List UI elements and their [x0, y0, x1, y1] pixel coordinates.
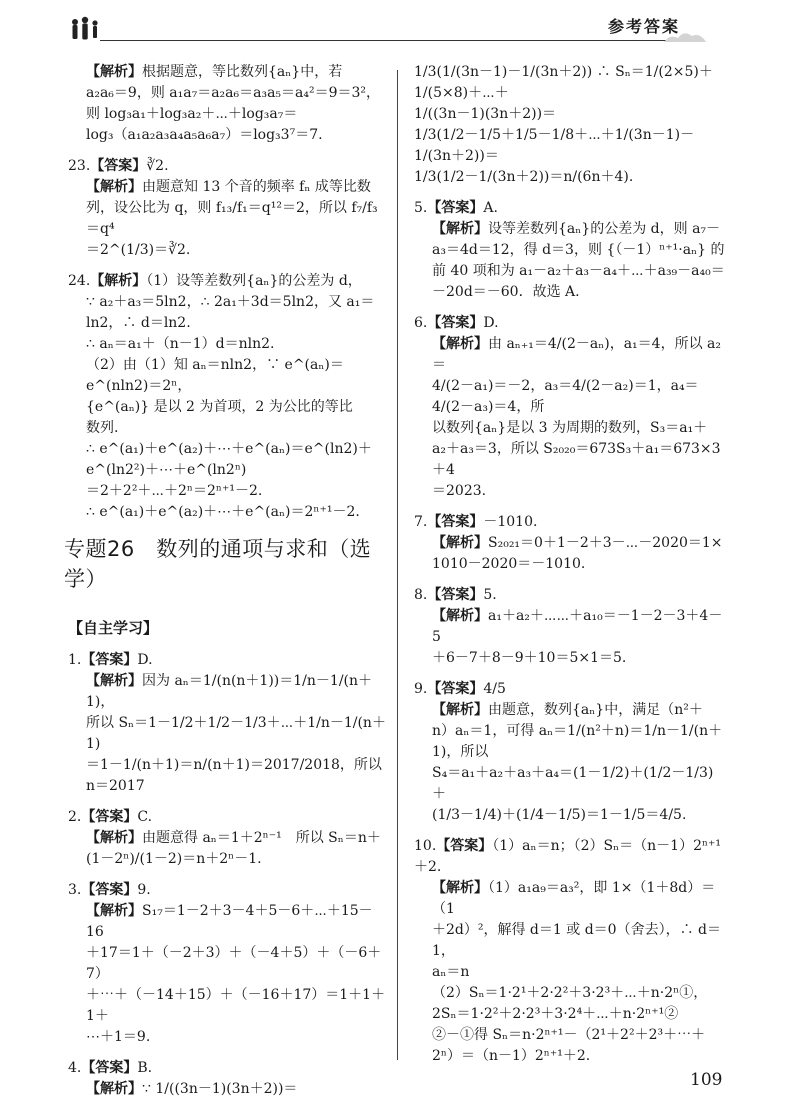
text-line: a₂＋a₃＝3，所以 S₂₀₂₀＝673S₃＋a₁＝673×3＋4 [432, 441, 721, 478]
text-line: 【解析】S₂₀₂₁＝0＋1－2＋3－⋯－2020＝1× [432, 535, 723, 551]
text-line: 【解析】a₁＋a₂＋⋯⋯＋a₁₀＝－1－2－3＋4－5 [432, 608, 723, 645]
text-line: ＝2023. [432, 483, 487, 499]
text-line: 1010－2020＝－1010. [432, 556, 586, 572]
label-tag: 【解析】 [90, 273, 147, 289]
label-tag: 【答案】 [427, 514, 484, 530]
label-tag: 【解析】 [432, 702, 488, 718]
text-line: 则 log₃a₁＋log₃a₂＋⋯＋log₃a₇＝ [86, 106, 298, 122]
answer-line: 9.【答案】4/5 [414, 681, 506, 697]
text-line: 1/((3n－1)(3n＋2))＝ [414, 106, 557, 122]
text-line: 【解析】S₁₇＝1－2＋3－4＋5－6＋⋯＋15－16 [86, 903, 373, 940]
text-line: (1－2ⁿ)/(1－2)＝n＋2ⁿ－1. [86, 851, 262, 867]
label-tag: 【解析】 [432, 608, 488, 624]
label-tag: 【解析】 [86, 1081, 142, 1097]
label-tag: 【答案】 [427, 681, 484, 697]
text-line: 2ⁿ）＝（n－1）2ⁿ⁺¹＋2. [432, 1048, 591, 1064]
label-tag: 【答案】 [427, 200, 484, 216]
text-line: ＋⋯＋（－14＋15）＋（－16＋17）＝1＋1＋1＋ [86, 987, 386, 1024]
text-line: ∴ e^(a₁)＋e^(a₂)＋⋯＋e^(aₙ)＝2ⁿ⁺¹－2. [86, 504, 360, 520]
label-tag: 【答案】 [90, 158, 147, 174]
text-line: ln2，∴ d＝ln2. [86, 315, 191, 331]
label-tag: 【解析】 [432, 535, 488, 551]
text-line: ∴ e^(a₁)＋e^(a₂)＋⋯＋e^(aₙ)＝e^(ln2)＋e^(ln2²)＋⋯＋e^(ln2ⁿ) [86, 441, 372, 478]
right-column [414, 62, 726, 1077]
text-line: 所以 Sₙ＝1－1/2＋1/2－1/3＋⋯＋1/n－1/(n＋1) [86, 715, 386, 752]
text-line: （2）由（1）知 aₙ＝nln2，∵ e^(aₙ)＝e^(nln2)＝2ⁿ， [86, 357, 344, 394]
section-subtitle: 【自主学习】 [68, 619, 159, 637]
text-line: 以数列{aₙ}是以 3 为周期的数列，S₃＝a₁＋ [432, 420, 708, 436]
cloud-decoration-icon [662, 30, 708, 44]
label-tag: 【解析】 [432, 336, 488, 352]
text-line: ②－①得 Sₙ＝n·2ⁿ⁺¹－（2¹＋2²＋2³＋⋯＋ [432, 1027, 706, 1043]
text-line: ∴ aₙ＝a₁＋（n－1）d＝nln2. [86, 336, 275, 352]
text-line: 数列. [86, 420, 119, 436]
text-line: a₂a₆＝9，则 a₁a₇＝a₂a₆＝a₃a₅＝a₄²＝9＝3²， [86, 85, 381, 101]
answer-line: 2.【答案】C. [68, 809, 153, 825]
label-tag: 【解析】 [86, 830, 142, 846]
text-line: 【解析】由题意，数列{aₙ}中，满足（n²＋ [432, 702, 703, 718]
header-rule [100, 40, 700, 41]
text-line: 列，设公比为 q，则 f₁₃/f₁＝q¹²＝2，所以 f₇/f₃＝q⁴ [86, 200, 378, 237]
label-tag: 【答案】 [81, 652, 138, 668]
text-line: 前 40 项和为 a₁－a₂＋a₃－a₄＋⋯＋a₃₉－a₄₀＝ [432, 263, 725, 279]
text-line: 【解析】因为 aₙ＝1/(n(n＋1))＝1/n－1/(n＋1)， [86, 673, 373, 710]
answer-line: 6.【答案】D. [414, 315, 499, 331]
text-line: 【解析】由题意知 13 个音的频率 fₙ 成等比数 [86, 179, 371, 195]
answer-line: 7.【答案】－1010. [414, 514, 538, 530]
section-title: 专题26 数列的通项与求和（选学） [64, 537, 372, 591]
text-line: ＋6－7＋8－9＋10＝5×1＝5. [432, 650, 627, 666]
text-line: 4/(2－a₁)＝－2，a₃＝4/(2－a₂)＝1，a₄＝4/(2－a₃)＝4，所 [432, 378, 699, 415]
answer-line: 1.【答案】D. [68, 652, 153, 668]
answer-line: 5.【答案】A. [414, 200, 498, 216]
label-tag: 【答案】 [427, 587, 484, 603]
text-line: ＋2d）²，解得 d＝1 或 d＝0（舍去），∴ d＝1， [432, 922, 721, 959]
text-line: 【解析】设等差数列{aₙ}的公差为 d，则 a₇－ [432, 221, 721, 237]
label-tag: 【解析】 [86, 64, 142, 80]
label-tag: 【答案】 [436, 838, 493, 854]
left-column [64, 62, 390, 1110]
text-line: ＝1－1/(n＋1)＝n/(n＋1)＝2017/2018，所以 n＝2017 [86, 757, 382, 794]
text-line: －20d＝－60．故选 A. [432, 284, 580, 300]
text-line: S₄＝a₁＋a₂＋a₃＋a₄＝(1－1/2)＋(1/2－1/3)＋ [432, 765, 714, 802]
text-line: ＝2^(1/3)＝∛2. [86, 242, 191, 258]
answer-line: 8.【答案】5. [414, 587, 497, 603]
text-line: 【解析】（1）a₁a₉＝a₃²，即 1×（1＋8d）＝（1 [432, 880, 716, 917]
answer-line: 10.【答案】（1）aₙ＝n；（2）Sₙ＝（n－1）2ⁿ⁺¹＋2. [414, 838, 722, 875]
text-line: 1/3(1/(3n－1)－1/(3n＋2)) ∴ Sₙ＝1/(2×5)＋1/(5×8)＋⋯＋ [414, 64, 713, 101]
header-title: 参考答案 [608, 17, 681, 36]
label-tag: 【解析】 [432, 221, 488, 237]
text-line: 2Sₙ＝1·2²＋2·2³＋3·2⁴＋⋯＋n·2ⁿ⁺¹② [432, 1006, 679, 1022]
label-tag: 【解析】 [86, 179, 142, 195]
text-line: 【解析】由 aₙ₊₁＝4/(2－aₙ)，a₁＝4，所以 a₂＝ [432, 336, 721, 373]
text-line: n）aₙ＝1，可得 aₙ＝1/(n²＋n)＝1/n－1/(n＋1)，所以 [432, 723, 723, 760]
text-line: 【解析】∵ 1/((3n－1)(3n＋2))＝ [86, 1081, 298, 1097]
answer-line: 4.【答案】B. [68, 1060, 153, 1076]
answer-line: 23.【答案】∛2. [68, 158, 169, 174]
label-tag: 【解析】 [86, 903, 142, 919]
text-line: aₙ＝n [432, 964, 470, 980]
text-line: log₃（a₁a₂a₃a₄a₅a₆a₇）＝log₃3⁷＝7. [86, 127, 323, 143]
label-tag: 【解析】 [432, 880, 488, 896]
text-line: ＝2＋2²＋⋯＋2ⁿ＝2ⁿ⁺¹－2. [86, 483, 263, 499]
column-divider [397, 70, 398, 1060]
page-number: 109 [690, 1070, 723, 1090]
text-line: ⋯＋1＝9. [86, 1029, 151, 1045]
text-line: ＋17＝1＋（－2＋3）＋（－4＋5）＋（－6＋7） [86, 945, 382, 982]
text-line: (1/3－1/4)＋(1/4－1/5)＝1－1/5＝4/5. [432, 807, 687, 823]
text-line: a₃＝4d＝12，得 d＝3，则 {（－1）ⁿ⁺¹·aₙ} 的 [432, 242, 725, 258]
answer-line: 3.【答案】9. [68, 882, 151, 898]
label-tag: 【答案】 [81, 882, 138, 898]
text-line: 1/3(1/2－1/(3n＋2))＝n/(6n＋4). [414, 169, 634, 185]
text-line: ∵ a₂＋a₃＝5ln2，∴ 2a₁＋3d＝5ln2，又 a₁＝ [86, 294, 375, 310]
answer-line: 24.【解析】（1）设等差数列{aₙ}的公差为 d， [68, 273, 362, 289]
text-line: （2）Sₙ＝1·2¹＋2·2²＋3·2³＋⋯＋n·2ⁿ①， [432, 985, 708, 1001]
text-line: 1/3(1/2－1/5＋1/5－1/8＋⋯＋1/(3n－1)－1/(3n＋2))＝ [414, 127, 695, 164]
label-tag: 【答案】 [81, 1060, 138, 1076]
text-line: {e^(aₙ)} 是以 2 为首项，2 为公比的等比 [86, 399, 353, 415]
people-logo-icon [68, 16, 104, 46]
label-tag: 【答案】 [427, 315, 484, 331]
label-tag: 【答案】 [81, 809, 138, 825]
text-line: 【解析】由题意得 aₙ＝1＋2ⁿ⁻¹ 所以 Sₙ＝n＋ [86, 830, 381, 846]
label-tag: 【解析】 [86, 673, 142, 689]
text-line: 【解析】根据题意，等比数列{aₙ}中，若 [86, 64, 343, 80]
